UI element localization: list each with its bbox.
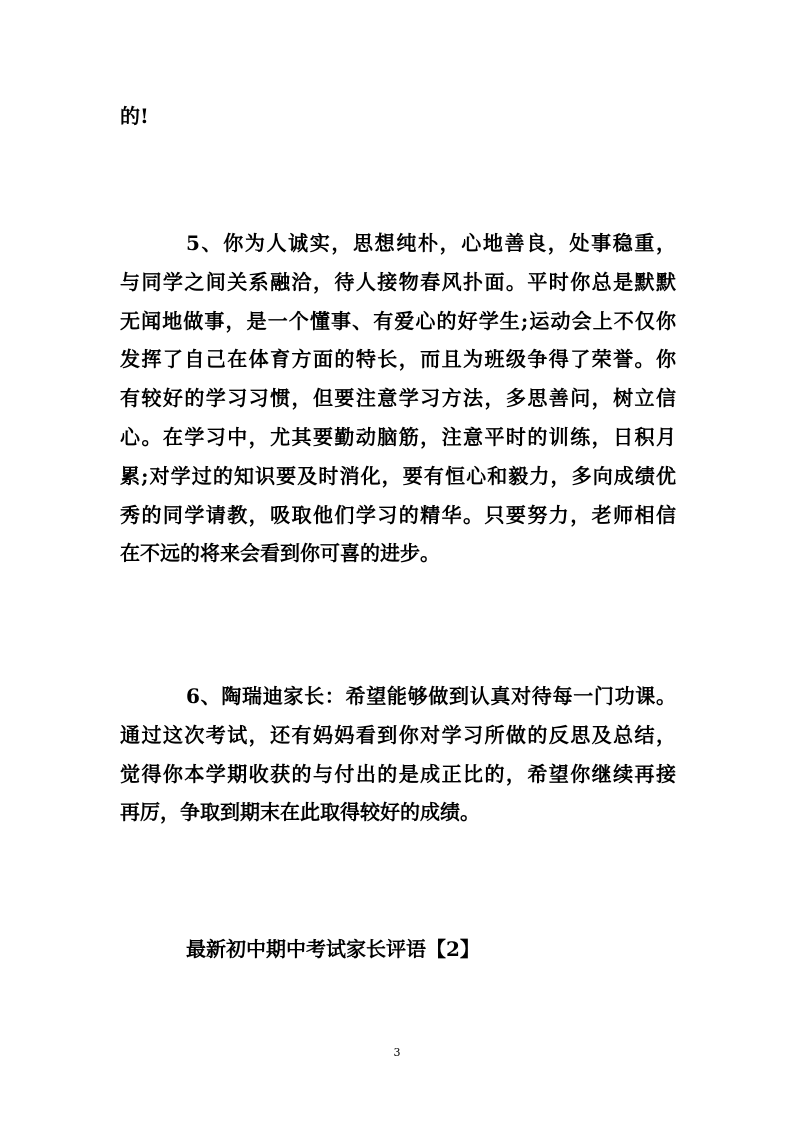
text-line: 心。在学习中，尤其要勤动脑筋，注意平时的训练，日积月 <box>120 424 676 449</box>
section-heading-text: 最新初中期中考试家长评语【2】 <box>186 937 480 961</box>
text-line: 5、你为人诚实，思想纯朴，心地善良，处事稳重， <box>186 231 676 255</box>
section-heading <box>186 930 676 969</box>
text-line: 秀的同学请教，吸取他们学习的精华。只要努力，老师相信 <box>120 502 676 527</box>
paragraph-5 <box>120 224 676 573</box>
page-number: 3 <box>393 1046 401 1059</box>
text-line: 觉得你本学期收获的与付出的是成正比的，希望你继续再接 <box>120 761 676 786</box>
text-line: 有较好的学习习惯，但要注意学习方法，多思善问，树立信 <box>120 386 676 411</box>
text-line: 与同学之间关系融洽，待人接物春风扑面。平时你总是默默 <box>120 269 676 294</box>
text-line: 在不远的将来会看到你可喜的进步。 <box>120 541 440 566</box>
text-line: 无闻地做事，是一个懂事、有爱心的好学生;运动会上不仅你 <box>120 308 676 333</box>
paragraph-fragment <box>120 97 676 136</box>
text-line: 6、陶瑞迪家长：希望能够做到认真对待每一门功课。 <box>186 684 676 708</box>
text-line: 累;对学过的知识要及时消化，要有恒心和毅力，多向成绩优 <box>120 463 676 488</box>
text-line: 发挥了自己在体育方面的特长，而且为班级争得了荣誉。你 <box>120 347 676 372</box>
text-line: 通过这次考试，还有妈妈看到你对学习所做的反思及总结， <box>120 722 676 747</box>
text-line: 的! <box>120 104 149 128</box>
text-line: 再厉，争取到期末在此取得较好的成绩。 <box>120 800 480 825</box>
paragraph-6 <box>120 677 676 832</box>
